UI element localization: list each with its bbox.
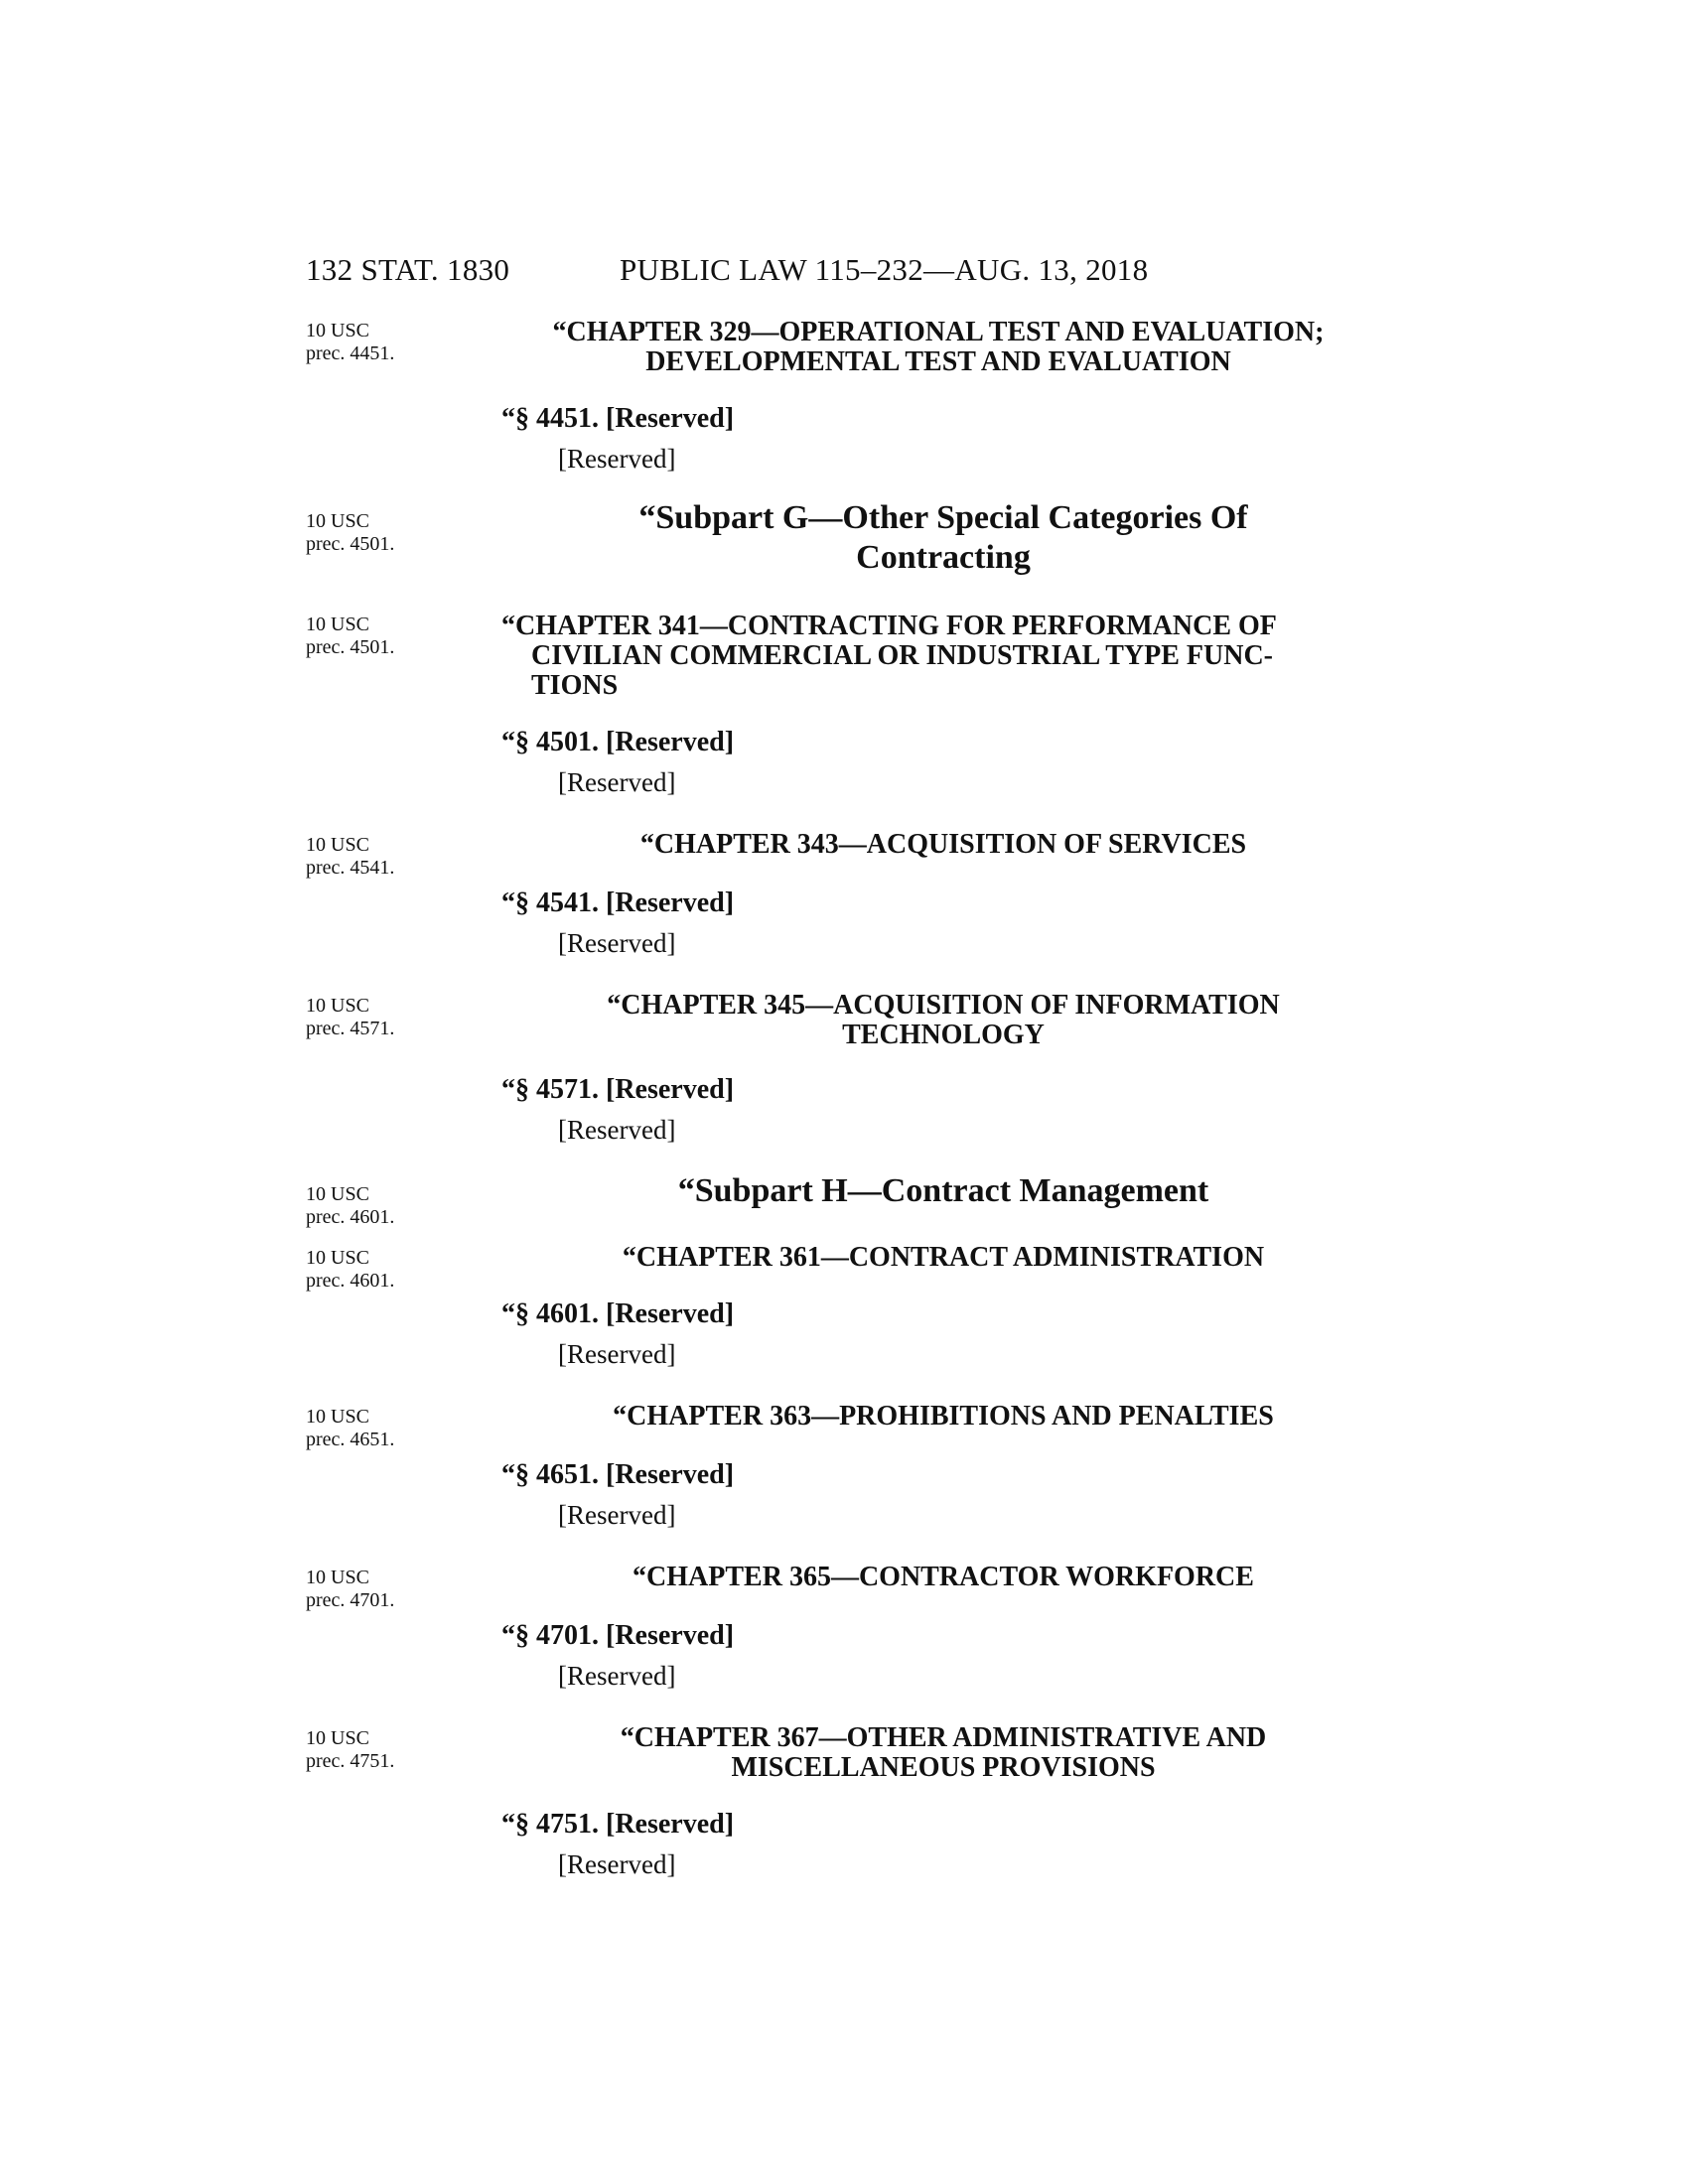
margin-note: 10 USC prec. 4751.: [306, 1727, 395, 1772]
margin-note: 10 USC prec. 4601.: [306, 1183, 395, 1228]
margin-note: 10 USC prec. 4651.: [306, 1406, 395, 1450]
chapter-heading: “CHAPTER 343—ACQUISITION OF SERVICES: [639, 829, 1247, 860]
chapter-heading: “CHAPTER 341—CONTRACTING FOR PERFORMANCE OF CIVILIAN COMMERCIAL OR INDUSTRIAL TYPE FUNC- TIONS: [501, 611, 1277, 701]
chapter-heading: “CHAPTER 365—CONTRACTOR WORKFORCE: [633, 1562, 1254, 1592]
margin-note: 10 USC prec. 4571.: [306, 995, 395, 1039]
section-body: [Reserved]: [558, 1339, 676, 1369]
margin-note: 10 USC prec. 4451.: [306, 320, 395, 364]
page-header: [306, 252, 1378, 292]
section-body: [Reserved]: [558, 1849, 676, 1879]
section-heading: “§ 4751. [Reserved]: [501, 1809, 735, 1840]
section-body: [Reserved]: [558, 444, 676, 474]
section-body: [Reserved]: [558, 767, 676, 797]
margin-note: 10 USC prec. 4501.: [306, 510, 395, 555]
section-body: [Reserved]: [558, 928, 676, 958]
section-heading: “§ 4601. [Reserved]: [501, 1298, 735, 1329]
section-body: [Reserved]: [558, 1661, 676, 1691]
margin-note: 10 USC prec. 4601.: [306, 1247, 395, 1292]
statute-page-number: 132 STAT. 1830: [306, 252, 510, 287]
margin-note: 10 USC prec. 4701.: [306, 1567, 395, 1611]
chapter-heading: “CHAPTER 361—CONTRACT ADMINISTRATION: [622, 1242, 1265, 1273]
subpart-heading: “Subpart H—Contract Management: [677, 1172, 1209, 1209]
section-heading: “§ 4451. [Reserved]: [501, 403, 735, 434]
chapter-heading: “CHAPTER 329—OPERATIONAL TEST AND EVALUATION; DEVELOPMENTAL TEST AND EVALUATION: [552, 317, 1325, 377]
chapter-heading: “CHAPTER 345—ACQUISITION OF INFORMATION TECHNOLOGY: [607, 990, 1280, 1050]
section-heading: “§ 4571. [Reserved]: [501, 1074, 735, 1105]
chapter-heading: “CHAPTER 367—OTHER ADMINISTRATIVE AND MISCELLANEOUS PROVISIONS: [620, 1722, 1267, 1783]
section-body: [Reserved]: [558, 1500, 676, 1530]
margin-note: 10 USC prec. 4501.: [306, 614, 395, 658]
section-heading: “§ 4651. [Reserved]: [501, 1459, 735, 1490]
section-heading: “§ 4701. [Reserved]: [501, 1620, 735, 1651]
subpart-heading: “Subpart G—Other Special Categories Of Contracting: [638, 499, 1248, 576]
section-heading: “§ 4541. [Reserved]: [501, 887, 735, 918]
public-law-citation: PUBLIC LAW 115–232—AUG. 13, 2018: [620, 252, 1149, 287]
section-heading: “§ 4501. [Reserved]: [501, 727, 735, 757]
section-body: [Reserved]: [558, 1115, 676, 1145]
margin-note: 10 USC prec. 4541.: [306, 834, 395, 879]
chapter-heading: “CHAPTER 363—PROHIBITIONS AND PENALTIES: [613, 1401, 1274, 1432]
